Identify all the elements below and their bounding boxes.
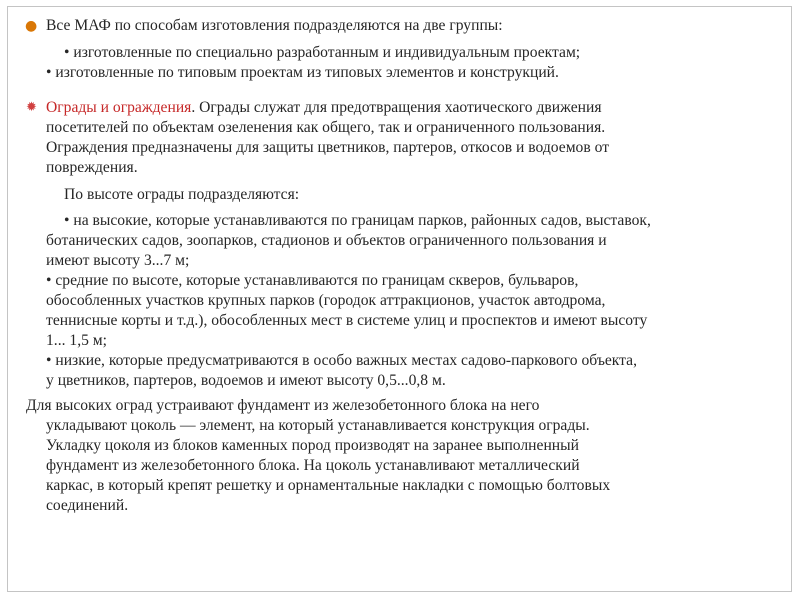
list-item: 1... 1,5 м; bbox=[46, 332, 107, 349]
foundation-paragraph-line: соединений. bbox=[46, 497, 129, 514]
sun-bullet-icon: ✹ bbox=[26, 100, 37, 115]
list-item: обособленных участков крупных парков (городок аттракционов, участок автодрома, bbox=[46, 292, 606, 309]
slide-frame bbox=[7, 6, 792, 592]
foundation-paragraph-line: Укладку цоколя из блоков каменных пород производят на заранее выполненный bbox=[46, 437, 579, 454]
foundation-paragraph-line: укладывают цоколь — элемент, на который устанавливается конструкция ограды. bbox=[46, 417, 590, 434]
intro-paragraph: Все МАФ по способам изготовления подразделяются на две группы: bbox=[46, 17, 503, 34]
fences-paragraph-line: Ограждения предназначены для защиты цветников, партеров, откосов и водоемов от bbox=[46, 139, 610, 156]
fences-text: . Ограды служат для предотвращения хаотического движения bbox=[191, 99, 602, 116]
list-item: ботанических садов, зоопарков, стадионов и объектов ограниченного пользования и bbox=[46, 232, 607, 249]
foundation-paragraph-line: фундамент из железобетонного блока. На цоколь устанавливают металлический bbox=[46, 457, 580, 474]
list-item: • на высокие, которые устанавливаются по границам парков, районных садов, выставок, bbox=[64, 212, 651, 229]
list-item: у цветников, партеров, водоемов и имеют высоту 0,5...0,8 м. bbox=[46, 372, 446, 389]
list-item: • низкие, которые предусматриваются в особо важных местах садово-паркового объекта, bbox=[46, 352, 637, 369]
fences-paragraph-line: повреждения. bbox=[46, 159, 138, 176]
foundation-paragraph-line: Для высоких оград устраивают фундамент из железобетонного блока на него bbox=[26, 397, 540, 414]
fences-paragraph-line: посетителей по объектам озеленения как общего, так и ограниченного пользования. bbox=[46, 119, 606, 136]
list-item: теннисные корты и т.д.), обособленных мест в системе улиц и проспектов и имеют высоту bbox=[46, 312, 648, 329]
list-item: • изготовленные по специально разработанным и индивидуальным проектам; bbox=[64, 44, 581, 61]
list-item: • средние по высоте, которые устанавливаются по границам скверов, бульваров, bbox=[46, 272, 579, 289]
list-item: • изготовленные по типовым проектам из типовых элементов и конструкций. bbox=[46, 64, 559, 81]
list-item: имеют высоту 3...7 м; bbox=[46, 252, 190, 269]
fences-term: Ограды и ограждения bbox=[46, 99, 192, 116]
height-heading: По высоте ограды подразделяются: bbox=[64, 186, 300, 203]
fences-paragraph-line bbox=[46, 98, 602, 118]
circle-bullet-icon: ● bbox=[25, 18, 38, 34]
foundation-paragraph-line: каркас, в который крепят решетку и орнаментальные накладки с помощью болтовых bbox=[46, 477, 611, 494]
